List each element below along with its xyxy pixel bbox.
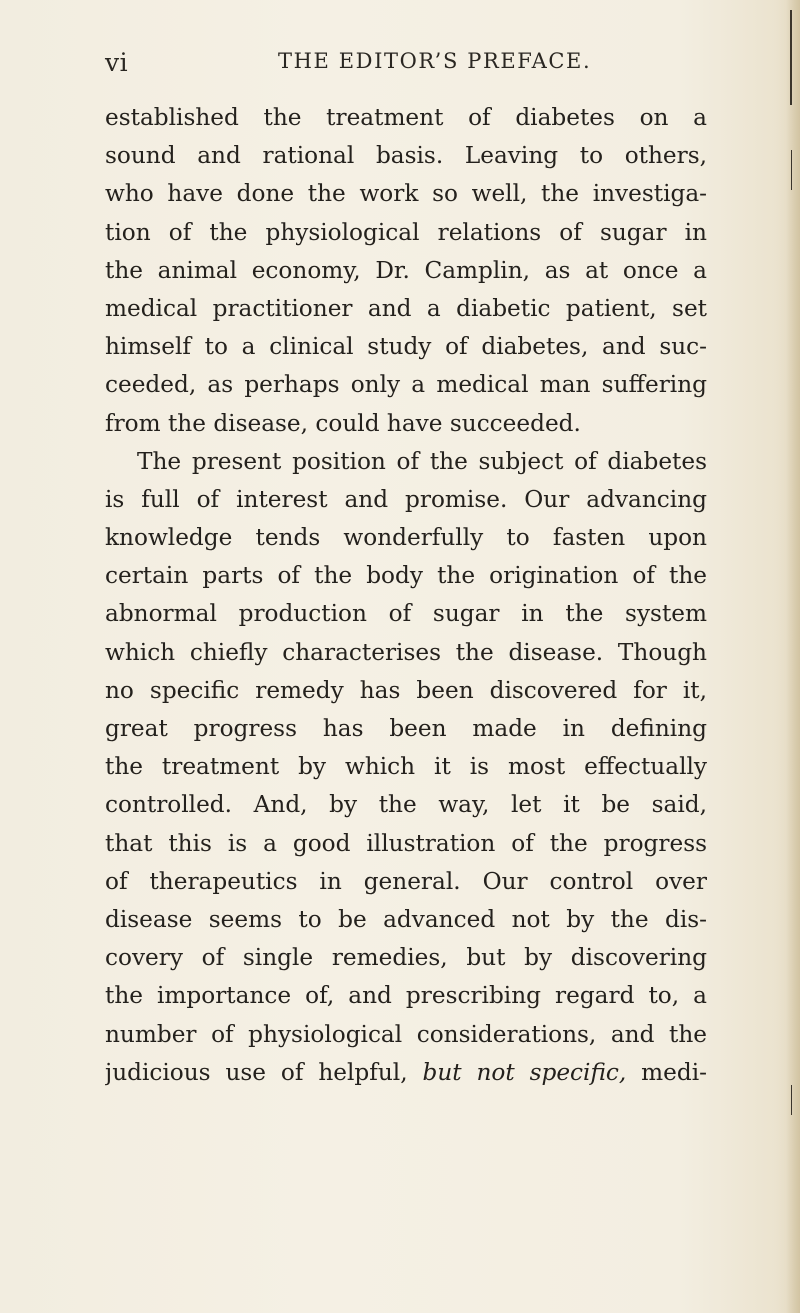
- text-line: number of physiological considerations, and the: [105, 1020, 707, 1048]
- text-line-with-italic: [105, 1054, 707, 1092]
- text-line: which chiefly characterises the disease. Though: [105, 638, 707, 666]
- page-edge-shadow: [786, 0, 800, 1313]
- page-header: [105, 48, 710, 82]
- text-line: The present position of the subject of diabetes: [137, 447, 707, 475]
- text-line: the importance of, and prescribing regard to, a: [105, 982, 707, 1010]
- text-segment: medi-: [626, 1058, 707, 1086]
- text-line: certain parts of the body the origination of the: [105, 562, 707, 590]
- text-line: knowledge tends wonderfully to fasten upon: [105, 524, 707, 552]
- page-edge-line: [790, 10, 792, 105]
- text-line: who have done the work so well, the investiga-: [105, 180, 707, 208]
- page-edge-line: [791, 1085, 792, 1115]
- text-line: the treatment by which it is most effectually: [105, 753, 707, 781]
- text-line: abnormal production of sugar in the system: [105, 600, 707, 628]
- text-line: established the treatment of diabetes on a: [105, 104, 707, 131]
- text-line: the animal economy, Dr. Camplin, as at once a: [105, 256, 707, 284]
- text-line: ceeded, as perhaps only a medical man suffering: [105, 371, 707, 399]
- text-line: himself to a clinical study of diabetes, and suc-: [105, 333, 707, 361]
- text-segment: judicious use of helpful,: [105, 1058, 423, 1086]
- text-line: sound and rational basis. Leaving to others,: [105, 142, 707, 170]
- body-text: [105, 99, 707, 1092]
- text-line: medical practitioner and a diabetic patient, set: [105, 294, 707, 322]
- page-edge-line: [791, 150, 792, 190]
- page-number: vi: [105, 48, 129, 77]
- text-line: no specific remedy has been discovered for it,: [105, 676, 707, 704]
- text-line: from the disease, could have succeeded.: [105, 409, 581, 437]
- text-line: controlled. And, by the way, let it be said,: [105, 791, 707, 819]
- text-line: great progress has been made in defining: [105, 715, 707, 742]
- text-line: that this is a good illustration of the progress: [105, 829, 707, 857]
- text-line: covery of single remedies, but by discovering: [105, 944, 707, 972]
- text-line: disease seems to be advanced not by the dis-: [105, 905, 707, 933]
- italic-phrase: but not specific,: [422, 1058, 627, 1086]
- text-line: of therapeutics in general. Our control over: [105, 867, 707, 895]
- text-line: is full of interest and promise. Our advancing: [105, 485, 707, 513]
- text-line: tion of the physiological relations of sugar in: [105, 218, 707, 246]
- running-head: THE EDITOR’S PREFACE.: [278, 49, 592, 73]
